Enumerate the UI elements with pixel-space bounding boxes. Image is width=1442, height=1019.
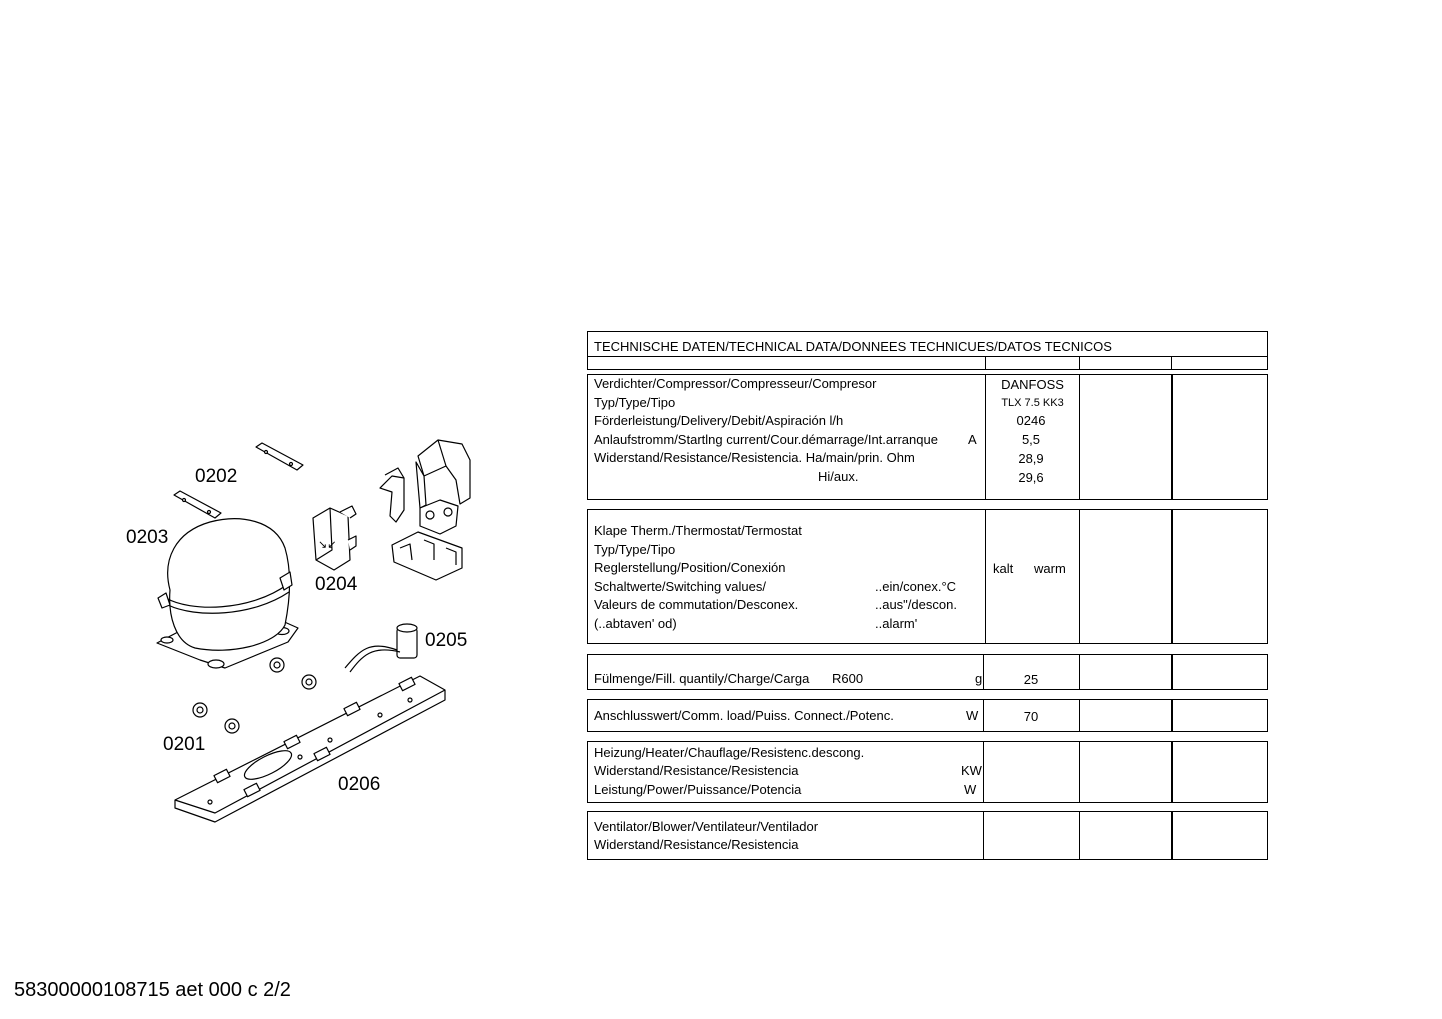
starting-current-unit: A — [968, 432, 977, 447]
heater-resistance-label: Widerstand/Resistance/Resistencia — [594, 763, 799, 778]
clip-0203 — [174, 491, 221, 518]
terminal-block — [420, 500, 458, 534]
heater-resistance-unit: KW — [961, 763, 982, 778]
label-0203: 0203 — [126, 527, 169, 548]
clip-0202-upper — [256, 443, 303, 470]
svg-text:↘↙: ↘↙ — [318, 539, 337, 551]
resistance-aux-label: Hi/aux. — [818, 469, 859, 484]
fill-unit: g — [975, 671, 983, 686]
resistance-main-label: Widerstand/Resistance/Resistencia. Ha/main/prin. Ohm — [594, 450, 915, 465]
blower-resistance-label: Widerstand/Resistance/Resistencia — [594, 837, 799, 852]
fill-label: Fülmenge/Fill. quantily/Charge/Carga — [594, 671, 810, 686]
fill-value: 25 — [1023, 672, 1039, 687]
table-title: TECHNISCHE DATEN/TECHNICAL DATA/DONNEES TECHNICUES/DATOS TECNICOS — [594, 339, 1112, 354]
capacitor-0205 — [345, 624, 417, 672]
load-value: 70 — [1023, 709, 1039, 724]
protector-holder — [392, 532, 462, 580]
alarm-label: ..alarm' — [875, 616, 918, 631]
relay-0204 — [313, 506, 356, 570]
heater-label: Heizung/Heater/Chauflage/Resistenc.descong. — [594, 745, 865, 760]
thermostat-label: Klape Therm./Thermostat/Termostat — [594, 523, 802, 538]
starting-current-value: 5,5 — [1021, 432, 1041, 447]
position-label: Reglerstellung/Position/Conexión — [594, 560, 786, 575]
terminal-cover — [416, 440, 470, 508]
starting-current-label: Anlaufstromm/Startlng current/Cour.démarrage/Int.arranque — [594, 432, 938, 447]
label-0205: 0205 — [425, 630, 468, 651]
blower-label: Ventilator/Blower/Ventilateur/Ventilador — [594, 819, 819, 834]
load-unit: W — [966, 708, 979, 723]
abtaven-label: (..abtaven' od) — [594, 616, 677, 631]
refrigerant-label: R600 — [832, 671, 864, 686]
table-header-spacer — [587, 356, 1268, 370]
bracket-part — [380, 468, 404, 522]
switching-values-label: Schaltwerte/Switching values/ — [594, 579, 766, 594]
commutation-label: Valeurs de commutation/Desconex. — [594, 597, 799, 612]
rubber-feet — [193, 658, 316, 733]
label-0204: 0204 — [315, 574, 358, 595]
document-code: 58300000108715 aet 000 c 2/2 — [14, 979, 291, 1001]
compressor-label: Verdichter/Compressor/Compresseur/Compresor — [594, 376, 877, 391]
compressor-value: DANFOSS — [1001, 377, 1064, 392]
heater-power-unit: W — [964, 782, 977, 797]
heater-power-label: Leistung/Power/Puissance/Potencia — [594, 782, 802, 797]
switching-on-label: ..ein/conex.°C — [875, 579, 957, 594]
label-0201: 0201 — [163, 734, 206, 755]
delivery-value: 0246 — [1016, 413, 1046, 428]
thermostat-type-label: Typ/Type/Tipo — [594, 542, 676, 557]
switching-off-label: ..aus"/descon. — [875, 597, 957, 612]
resistance-aux-value: 29,6 — [1018, 470, 1044, 485]
exploded-parts-diagram — [0, 0, 580, 900]
label-0206: 0206 — [338, 774, 381, 795]
position-kalt: kalt — [993, 561, 1014, 576]
mounting-rail-0206 — [175, 676, 445, 822]
type-value: TLX 7.5 KK3 — [1001, 397, 1064, 409]
position-warm: warm — [1034, 561, 1066, 576]
label-0202: 0202 — [195, 466, 238, 487]
delivery-label: Förderleistung/Delivery/Debit/Aspiración l/h — [594, 413, 844, 428]
load-label: Anschlusswert/Comm. load/Puiss. Connect./Potenc. — [594, 708, 894, 723]
compressor-body — [158, 519, 292, 650]
type-label: Typ/Type/Tipo — [594, 395, 676, 410]
resistance-main-value: 28,9 — [1018, 451, 1044, 466]
